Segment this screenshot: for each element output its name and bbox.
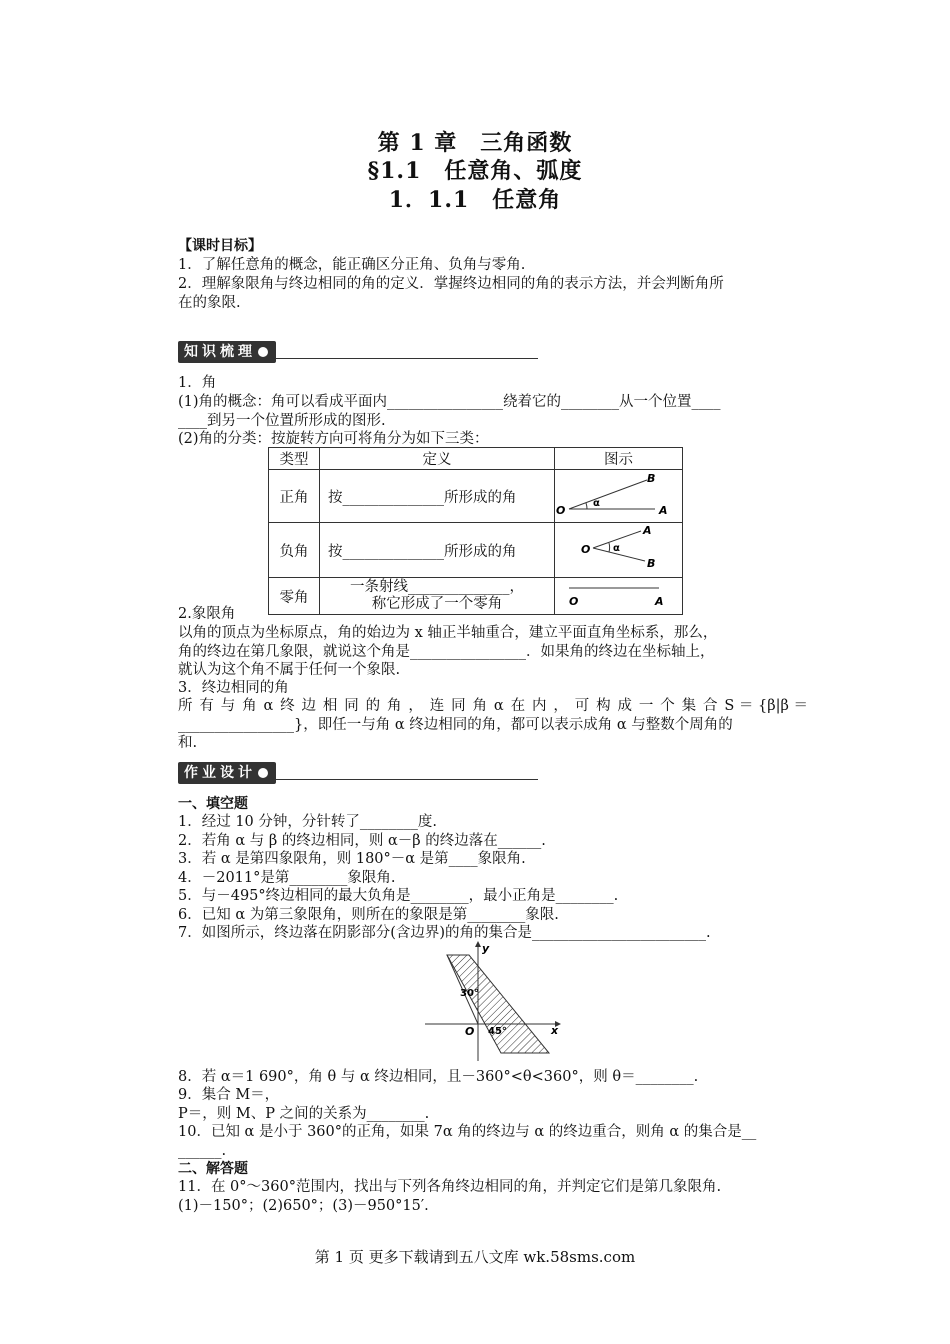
q3: 3．若 α 是第四象限角，则 180°－α 是第____象限角. (178, 851, 526, 867)
p3a-word: 所 (178, 698, 193, 714)
knowledge-h1: 1．角 (178, 375, 217, 391)
p3a-word: 连 (429, 698, 445, 714)
knowledge-concept-b: ____到另一个位置所形成的图形. (178, 413, 386, 429)
th-type: 类型 (269, 448, 320, 470)
q11a: 11．在 0°～360°范围内，找出与下列各角终边相同的角，并判定它们是第几象限角. (178, 1179, 722, 1195)
knowledge-p3b: ________________}，即任一与角 α 终边相同的角，都可以表示成角 α 与整数个周角的 (178, 717, 733, 733)
angle-table (268, 447, 683, 615)
q5: 5．与－495°终边相同的最大负角是________，最小正角是________. (178, 888, 619, 904)
p3a-word: α (493, 698, 504, 714)
label-A: A (659, 504, 668, 517)
negative-angle-figure (555, 523, 682, 573)
banner-rule (276, 779, 538, 780)
p3a-word: 角 (242, 698, 257, 714)
knowledge-classify: (2)角的分类：按旋转方向可将角分为如下三类： (178, 431, 489, 447)
row-positive-type: 正角 (269, 470, 320, 523)
p3a-word: 构 (596, 698, 611, 714)
chapter-title: 第 1 章 三角函数 (377, 130, 573, 156)
p3a-word: 一 (638, 698, 654, 714)
q7-shaded-region-figure (420, 938, 570, 1063)
label-B: B (647, 557, 656, 570)
page-footer: 第 1 页 更多下载请到五八文库 wk.58sms.com (314, 1248, 636, 1266)
row-negative-type: 负角 (269, 523, 320, 578)
label-A: A (655, 595, 664, 608)
row-zero-def-b: 称它形成了一个零角 (371, 596, 503, 612)
label-45: 45° (488, 1026, 507, 1037)
q1: 1．经过 10 分钟，分针转了________度. (178, 814, 438, 830)
fig-positive (555, 470, 683, 523)
dot-icon (258, 347, 268, 357)
th-def: 定义 (320, 448, 555, 470)
q4: 4．－2011°是第________象限角. (178, 870, 396, 886)
label-alpha: α (613, 543, 620, 554)
p3a-word: 合 (702, 698, 718, 714)
label-O: O (556, 504, 566, 517)
subsection-title: 1．1.1 任意角 (388, 187, 562, 213)
knowledge-p3c: 和. (178, 735, 198, 751)
label-y: y (482, 942, 490, 955)
p3a-word: 角 (387, 698, 402, 714)
label-O: O (465, 1025, 475, 1038)
objective-2b: 在的象限. (178, 295, 241, 311)
p3a-word: 与 (220, 698, 236, 714)
q6: 6．已知 α 为第三象限角，则所在的象限是第________象限. (178, 907, 559, 923)
knowledge-p2b: 角的终边在第几象限，就说这个角是________________．如果角的终边在坐标轴上， (178, 644, 715, 660)
q9a: 9．集合 M＝， (178, 1087, 280, 1103)
q9b: P＝，则 M、P 之间的关系为________. (178, 1106, 430, 1122)
banner-rule (276, 358, 538, 359)
q8: 8．若 α＝1 690°，角 θ 与 α 终边相同，且－360°<θ<360°，则 θ＝________. (178, 1069, 699, 1085)
banner-knowledge-label: 知识梳理 (184, 344, 256, 360)
q10b: ______. (178, 1143, 227, 1159)
banner-homework-label: 作业设计 (184, 765, 256, 781)
objective-2a: 2．理解象限角与终边相同的角的定义．掌握终边相同的角的表示方法，并会判断角所 (178, 276, 724, 292)
row-positive-def: 按______________所形成的角 (320, 470, 555, 523)
row-zero-type: 零角 (269, 578, 320, 615)
knowledge-h3: 3．终边相同的角 (178, 680, 289, 696)
label-alpha: α (593, 498, 600, 509)
q10a: 10．已知 α 是小于 360°的正角，如果 7α 角的终边与 α 的终边重合，则角 α 的集合是__ (178, 1124, 757, 1140)
homework-sec2: 二、解答题 (178, 1161, 248, 1177)
p3a-word: 角 (472, 698, 488, 714)
p3a-word: 终 (280, 698, 295, 714)
positive-angle-figure (555, 470, 682, 518)
p3a-word: S ＝ {β|β ＝ (724, 698, 808, 714)
p3a-word: 同 (344, 698, 359, 714)
th-fig: 图示 (555, 448, 683, 470)
p3a-word: 在 (510, 698, 526, 714)
shaded-region (447, 955, 549, 1053)
q7: 7．如图所示，终边落在阴影部分(含边界)的角的集合是________________________. (178, 925, 711, 941)
p3a-word: 的 (365, 698, 381, 714)
knowledge-p2c: 就认为这个角不属于任何一个象限. (178, 662, 401, 678)
p3a-word: 集 (681, 698, 697, 714)
p3a-word: ， (553, 698, 568, 714)
p3a-word: 相 (322, 698, 338, 714)
knowledge-h2: 2.象限角 (178, 606, 236, 622)
fig-zero (555, 578, 683, 615)
q2: 2．若角 α 与 β 的终边相同，则 α－β 的终边落在______. (178, 833, 546, 849)
row-zero-def (320, 578, 555, 615)
p3a-word: 成 (617, 698, 632, 714)
label-O: O (581, 543, 591, 556)
banner-homework (178, 761, 538, 785)
p3a-word: 个 (660, 698, 675, 714)
q11b: (1)－150°；(2)650°；(3)－950°15′. (178, 1198, 429, 1214)
label-x: x (551, 1024, 559, 1037)
p3a-word: 边 (301, 698, 317, 714)
label-A: A (643, 524, 652, 537)
section-title: §1.1 任意角、弧度 (367, 158, 583, 184)
p3a-word: 有 (199, 698, 214, 714)
banner-knowledge (178, 340, 538, 364)
p3a-word: 同 (451, 698, 466, 714)
knowledge-concept-a: (1)角的概念：角可以看成平面内________________绕着它的________从一个位置____ (178, 394, 721, 410)
zero-angle-figure (555, 578, 682, 610)
label-O: O (569, 595, 579, 608)
knowledge-p3a (178, 697, 808, 715)
homework-sec1: 一、填空题 (178, 796, 248, 812)
row-zero-def-a: 一条射线______________， (350, 579, 524, 595)
row-negative-def: 按______________所形成的角 (320, 523, 555, 578)
p3a-word: 内 (531, 698, 547, 714)
label-B: B (647, 472, 656, 485)
p3a-word: ， (408, 698, 423, 714)
label-30: 30° (460, 988, 479, 999)
objectives-heading: 【课时目标】 (178, 238, 262, 254)
fig-negative (555, 523, 683, 578)
p3a-word: 可 (574, 698, 590, 714)
dot-icon (258, 768, 268, 778)
p3a-word: α (263, 698, 274, 714)
knowledge-p2a: 以角的顶点为坐标原点，角的始边为 x 轴正半轴重合，建立平面直角坐标系，那么， (178, 625, 718, 641)
objective-1: 1．了解任意角的概念，能正确区分正角、负角与零角. (178, 257, 526, 273)
